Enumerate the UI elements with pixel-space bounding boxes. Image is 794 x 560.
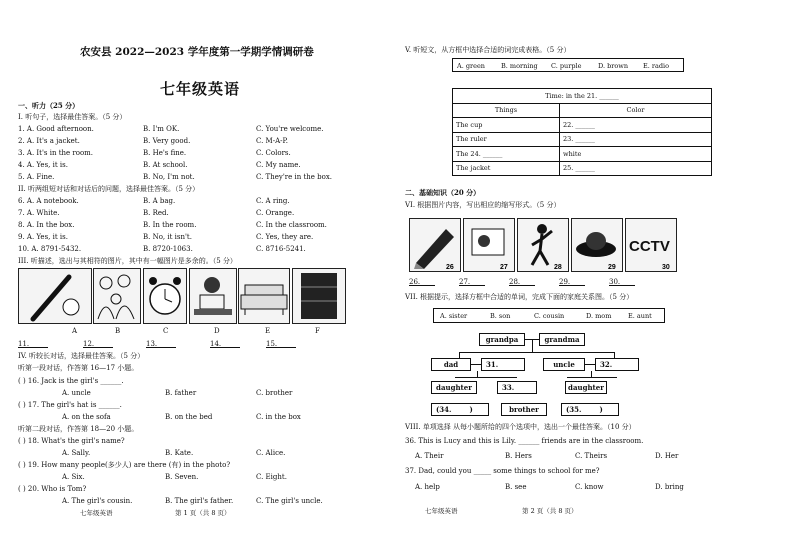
tree-grandma: grandma	[539, 333, 585, 346]
tree-blank-32: 32.	[595, 358, 639, 371]
ufo-icon	[571, 218, 623, 272]
page-2	[397, 0, 794, 560]
word-options-box: A. sister B. son C. cousin D. mom E. aunt	[433, 308, 665, 323]
question-20: ( ) 20. Who is Tom?	[18, 485, 87, 493]
tree-connector	[567, 377, 617, 378]
part5-instruction: V. 听短文，从方框中选择合适的词完成表格。（5 分）	[405, 46, 571, 54]
tree-blank-35: (35. )	[561, 403, 619, 416]
part2-instruction: II. 听两组短对话和对话后的问题，选择最佳答案。（5 分）	[18, 185, 200, 193]
tree-connector	[455, 377, 517, 378]
picture-number: 30	[662, 264, 670, 271]
question-19: ( ) 19. How many people(多少人) are there (有) in the photo?	[18, 461, 231, 469]
question-options: A. on the sofa B. on the bed C. in the box	[62, 413, 301, 421]
sofa-icon	[238, 268, 290, 324]
part6-instruction: VI. 根据图片内容，写出相应的缩写形式。（5 分）	[405, 201, 561, 209]
picture-number: 28	[554, 264, 562, 271]
question-options: A. Six. B. Seven. C. Eight.	[62, 473, 287, 481]
tree-connector	[459, 352, 614, 353]
svg-text:CCTV: CCTV	[629, 238, 670, 255]
basics-heading: 二、基础知识（20 分）	[405, 188, 481, 197]
pe-classroom-icon	[463, 218, 515, 272]
question-16: ( ) 16. Jack is the girl's ______.	[18, 377, 124, 385]
tree-blank-33: 33.	[497, 381, 537, 394]
tree-blank-34: (34. )	[431, 403, 489, 416]
tree-daughter: daughter	[565, 381, 607, 394]
part4-section1: 听第一段对话，作答第 16—17 小题。	[18, 364, 139, 372]
boy-at-desk-icon	[189, 268, 237, 324]
tree-brother: brother	[501, 403, 547, 416]
question-options: A. uncle B. father C. brother	[62, 389, 293, 397]
baseball-bat-ball-icon	[18, 268, 92, 324]
bookcase-icon	[292, 268, 346, 324]
part7-instruction: VII. 根据提示，选择方框中合适的单词，完成下面的家庭关系图。（5 分）	[405, 293, 634, 301]
family-icon	[93, 268, 141, 324]
cctv-logo-icon	[625, 218, 677, 272]
tree-connector	[532, 340, 533, 352]
question-row: 1. A. Good afternoon. B. I'm OK. C. You're welcome.	[18, 125, 324, 133]
part3-instruction: III. 听描述，选出与其相符的图片，其中有一幅图片是多余的。（5 分）	[18, 257, 237, 265]
tree-uncle: uncle	[543, 358, 585, 371]
question-options: A. Sally. B. Kate. C. Alice.	[62, 449, 286, 457]
table-header: Color	[560, 103, 712, 118]
pencil-hard-icon	[409, 218, 461, 272]
table-header: Things	[453, 103, 560, 118]
answer-blanks: 26. 27. 28. 29. 30.	[397, 278, 777, 287]
page-footer: 七年级英语 第 2 页（共 8 页）	[425, 507, 578, 515]
tree-connector	[585, 364, 595, 365]
question-36: 36. This is Lucy and this is Lily. ______ friends are in the classroom.	[405, 437, 644, 445]
part8-instruction: VIII. 单项选择 从每小题所给的四个选项中，选出一个最佳答案。（10 分）	[405, 423, 636, 431]
picture-number: 29	[608, 264, 616, 271]
part4-section2: 听第二段对话，作答第 18—20 小题。	[18, 425, 139, 433]
tree-dad: dad	[431, 358, 471, 371]
question-row: 2. A. It's a jacket. B. Very good. C. M-A-P.	[18, 137, 289, 145]
picture-letters: A B C D E F	[72, 327, 320, 335]
question-row: 9. A. Yes, it is. B. No, it isn't. C. Yes, they are.	[18, 233, 314, 241]
question-options: A. The girl's cousin. B. The girl's father. C. The girl's uncle.	[62, 497, 323, 505]
question-options: A. Their B. Hers C. Theirs D. Her	[415, 452, 679, 460]
table-row: The ruler 23. ______	[453, 132, 712, 147]
picture-number: 27	[500, 264, 508, 271]
exam-title: 农安县 2022—2023 学年度第一学期学情调研卷	[80, 46, 314, 58]
answer-blanks: 11. 12. 13. 14. 15.	[0, 340, 380, 349]
picture-number: 26	[446, 264, 454, 271]
part1-instruction: I. 听句子，选择最佳答案。（5 分）	[18, 113, 127, 121]
subject-title: 七年级英语	[160, 80, 241, 98]
basketball-player-icon	[517, 218, 569, 272]
table-caption: Time: in the 21. ______	[453, 89, 712, 104]
tree-grandpa: grandpa	[479, 333, 525, 346]
question-row: 5. A. Fine. B. No, I'm not. C. They're in the box.	[18, 173, 332, 181]
question-row: 8. A. In the box. B. In the room. C. In the classroom.	[18, 221, 327, 229]
table-row: The cup 22. ______	[453, 118, 712, 133]
tree-blank-31: 31.	[481, 358, 525, 371]
question-37: 37. Dad, could you _____ some things to school for me?	[405, 467, 600, 475]
question-18: ( ) 18. What's the girl's name?	[18, 437, 125, 445]
color-table	[452, 88, 712, 176]
tree-connector	[471, 364, 481, 365]
question-17: ( ) 17. The girl's hat is ______.	[18, 401, 122, 409]
question-row: 3. A. It's in the room. B. He's fine. C. Colors.	[18, 149, 291, 157]
listening-heading: 一、听力（25 分）	[18, 101, 80, 110]
question-row: 7. A. White. B. Red. C. Orange.	[18, 209, 295, 217]
tree-daughter: daughter	[431, 381, 477, 394]
part4-instruction: IV. 听较长对话，选择最佳答案。（5 分）	[18, 352, 145, 360]
question-row: 4. A. Yes, it is. B. At school. C. My name.	[18, 161, 301, 169]
page-footer: 七年级英语 第 1 页（共 8 页）	[80, 509, 231, 517]
table-row: The jacket 25. ______	[453, 161, 712, 176]
question-options: A. help B. see C. know D. bring	[415, 483, 684, 491]
table-row: The 24. ______ white	[453, 147, 712, 162]
alarm-clock-icon	[143, 268, 187, 324]
question-row: 6. A. A notebook. B. A bag. C. A ring.	[18, 197, 290, 205]
question-row: 10. A. 8791-5432. B. 8720-1063. C. 8716-5241.	[18, 245, 306, 253]
word-options-box: A. green B. morning C. purple D. brown E. radio	[452, 58, 684, 72]
